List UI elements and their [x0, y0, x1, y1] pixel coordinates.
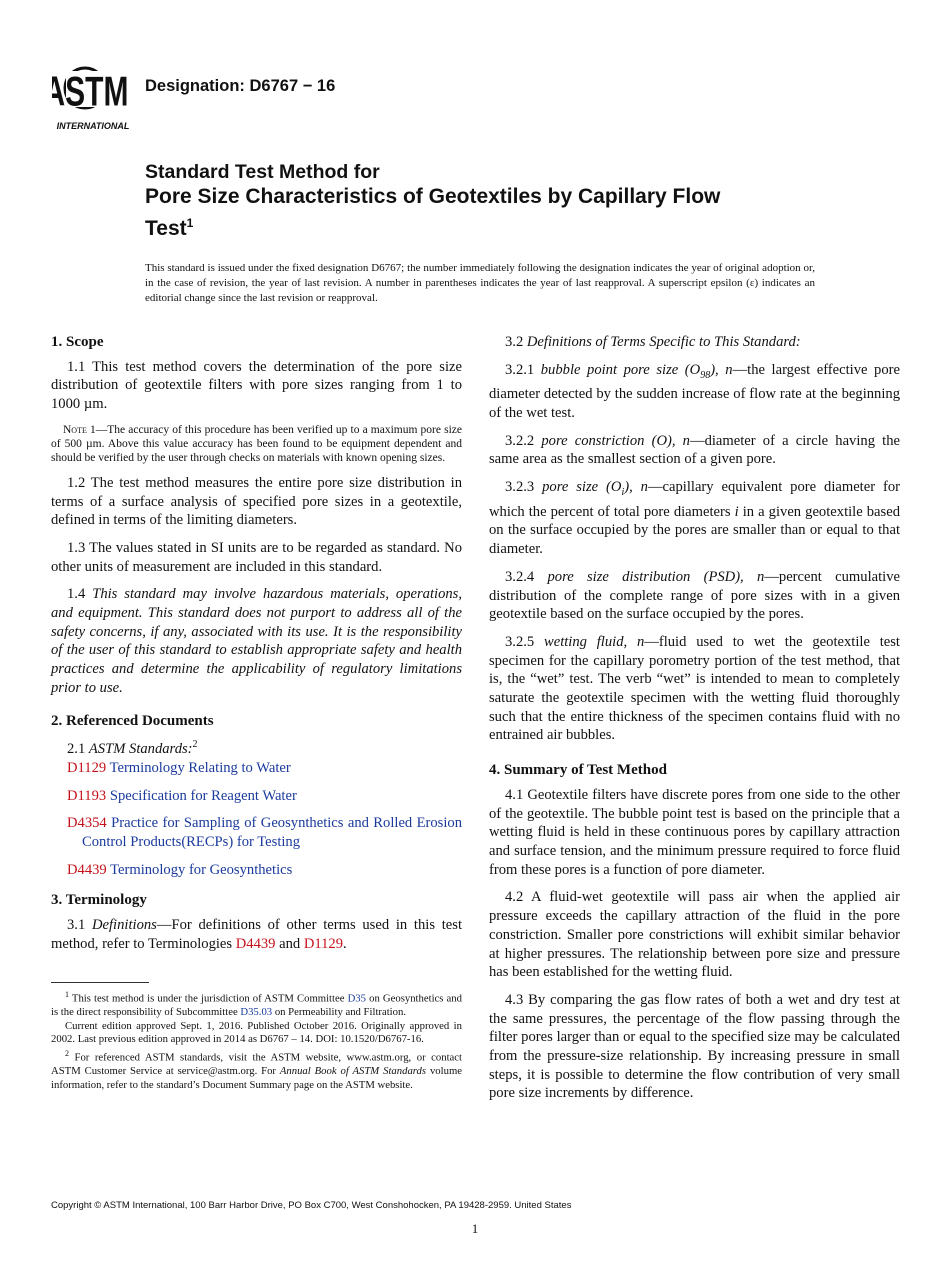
para-3-1-text: —For definitions of other terms used in this test method, refer to Terminologies [51, 917, 463, 952]
ref-d4439[interactable] [51, 861, 462, 880]
term-sub: 98 [700, 369, 711, 381]
term: pore size distribution (PSD), n [547, 568, 765, 585]
title-line-3-text: Test [145, 217, 187, 240]
num: 3.2.3 [505, 479, 543, 496]
link-d1129[interactable]: D1129 [303, 935, 344, 952]
para-1-4 [51, 585, 462, 697]
ref-title[interactable]: Terminology Relating to Water [109, 759, 291, 776]
footnote-edition: Current edition approved Sept. 1, 2016. Published October 2016. Originally approved in 2002. Last previous edition approved in 2014 as D6767 – 14. DOI: 10.1520/D6767-16. [51, 1019, 462, 1046]
para-2-1 [51, 736, 462, 759]
ref-code[interactable]: D4439 [67, 861, 107, 878]
footnote-2 [51, 1047, 462, 1092]
page-number: 1 [471, 1221, 479, 1236]
ref-title[interactable]: Specification for Reagent Water [109, 787, 297, 804]
para-3-1-num: 3.1 [67, 917, 92, 934]
note-1 [51, 423, 462, 465]
ref-d1193[interactable] [51, 787, 462, 806]
para-3-2-3 [489, 478, 900, 559]
fn1-b: on Geosynthetics and is the direct responsibility of Subcommittee [51, 992, 462, 1019]
definition-a: —capillary equivalent pore diameter for which the percent of total pore diameters [489, 479, 900, 520]
fn2-a: For referenced ASTM standards, visit the ASTM website, www.astm.org, or contact ASTM Customer Service at service@astm.org. For [51, 1051, 462, 1078]
para-1-2: 1.2 The test method measures the entire pore size distribution in terms of a surface analysis of specified pore sizes in a geotextile, defined in terms of the limiting diameters. [51, 474, 462, 529]
para-3-2-italic: Definitions of Terms Specific to This Standard: [526, 334, 801, 350]
ref-d1129[interactable] [51, 759, 462, 778]
fn2-b: volume information, refer to the standard’s Document Summary page on the ASTM website. [51, 1065, 463, 1091]
scope-heading: 1. Scope [51, 334, 104, 350]
fn1-mark: 1 [65, 990, 69, 999]
para-1-4-num: 1.4 [67, 586, 93, 603]
para-2-1-sup: 2 [192, 739, 198, 751]
title-block [145, 160, 865, 242]
num: 3.2.5 [505, 633, 544, 650]
para-4-2: 4.2 A fluid-wet geotextile will pass air when the applied air pressure exceeds the capillary attraction of the fluid in the pore constriction. Smaller pore constrictions will exhibit similar behavior at higher pressures. The relationship between pore size and pressure has been established for the wetting fluid. [489, 889, 900, 981]
ref-code[interactable]: D1193 [67, 787, 107, 804]
term: bubble point pore size (O [540, 361, 701, 378]
link-d4439[interactable]: D4439 [235, 935, 276, 952]
title-footnote-mark: 1 [186, 216, 194, 230]
para-1-3: 1.3 The values stated in SI units are to be regarded as standard. No other units of measurement are included in this standard. [51, 539, 462, 575]
ref-code[interactable]: D4354 [67, 815, 107, 832]
right-column [489, 333, 900, 1112]
para-3-2-4 [489, 568, 900, 624]
term: wetting fluid, n [543, 633, 645, 650]
summary-heading: 4. Summary of Test Method [489, 762, 667, 779]
para-3-2-2 [489, 432, 900, 469]
para-3-2-num: 3.2 [505, 334, 527, 350]
definition-b: in a given geotextile based on the surface occupied by the pores are smaller than or equal to that diameter. [489, 503, 900, 558]
note-text: 1—The accuracy of this procedure has been verified up to a maximum pore size of 500 µm. Above this value accuracy has been found to be equipment dependent and should be verified by the user through checks on materials with known opening sizes. [51, 423, 462, 464]
copyright: Copyright © ASTM International, 100 Barr Harbor Drive, PO Box C700, West Conshohocken, PA 19428-2959. United States [51, 1200, 572, 1211]
fn2-italic: Annual Book of ASTM Standards [279, 1065, 427, 1078]
para-2-1-text: ASTM Standards: [88, 741, 193, 758]
referenced-heading: 2. Referenced Documents [51, 712, 214, 729]
definition: —diameter of a circle having the same area as the smallest section of a given pore. [489, 432, 900, 468]
para-1-1: 1.1 This test method covers the determination of the pore size distribution of geotextile filters with pore sizes ranging from 1 to 1000 µm. [51, 358, 462, 413]
para-4-1: 4.1 Geotextile filters have discrete pores from one side to the other of the geotextile. The bubble point test is based on the principle that a wetting fluid is held in these continuous pores by capillary attraction and surface tension, and the minimum pressure required to force fluid from these pores is a function of pore diameter. [489, 786, 900, 878]
astm-logo [52, 58, 134, 132]
astm-logo-icon [52, 58, 134, 132]
fn2-mark: 2 [65, 1048, 69, 1058]
fn1-c: on Permeability and Filtration. [272, 1006, 407, 1019]
ref-d4354[interactable] [51, 814, 462, 851]
note-label: Note [63, 423, 87, 436]
logo-text: ASTM [52, 67, 129, 115]
title-line-1: Standard Test Method for [145, 161, 380, 183]
ref-code[interactable]: D1129 [67, 759, 107, 776]
definition: —percent cumulative distribution of the complete range of pore sizes with in a given geotextile based on the surface occupied by the pores. [489, 568, 900, 623]
link-d35-03[interactable]: D35.03 [240, 1006, 273, 1019]
para-1-4-text: This standard may involve hazardous materials, operations, and equipment. This standard does not purport to address all of the safety concerns, if any, associated with its use. It is the responsibility of the user of this standard to establish appropriate safety and health practices and determine the applicability of regulatory limitations prior to use. [51, 586, 463, 696]
link-d35[interactable]: D35 [347, 992, 366, 1005]
definition: —fluid used to wet the geotextile test specimen for the capillary porometry portion of the test method, that is, the “wet” test. The verb “wet” is intended to mean to completely saturate the geotextile specimen with the wetting fluid thoroughly such that the entire thickness of the specimen contains fluid with no entrained air bubbles. [489, 633, 900, 744]
ref-title[interactable]: Terminology for Geosynthetics [110, 861, 293, 878]
para-4-3: 4.3 By comparing the gas flow rates of both a wet and dry test at the same pressures, the percentage of the flow passing through the filter pores larger than or equal to the specified size may be calculated from the pressure-size relationship. By increasing pressure in small steps, it is possible to determine the flow contribution of very small pore size increments by difference. [489, 991, 900, 1102]
footnotes [51, 988, 462, 1092]
designation: Designation: D6767 − 16 [145, 77, 336, 95]
logo-subtext: INTERNATIONAL [56, 121, 130, 131]
definition: —the largest effective pore diameter detected by the sudden increase of flow rate at the beginning of the wet test. [489, 361, 900, 422]
para-2-1-num: 2.1 [67, 741, 89, 758]
num: 3.2.2 [505, 432, 542, 449]
footnote-divider [51, 982, 149, 983]
var-i: i [734, 503, 739, 520]
num: 3.2.4 [505, 568, 548, 585]
para-3-2-1 [489, 361, 900, 423]
ref-title[interactable]: Practice for Sampling of Geosynthetics and Rolled Erosion Control Products(RECPs) for Testing [82, 815, 462, 850]
para-3-1-and: and [275, 935, 304, 952]
footnote-1 [51, 988, 462, 1020]
terminology-heading: 3. Terminology [51, 892, 147, 909]
title-line-3 [145, 210, 865, 242]
term-end: ), n [710, 361, 733, 378]
term: pore size (O [542, 479, 622, 496]
issued-statement: This standard is issued under the fixed designation D6767; the number immediately following the designation indicates the year of original adoption or, in the case of revision, the year of last revision. A number in parentheses indicates the year of last reapproval. A superscript epsilon (ε) indicates an editorial change since the last revision or reapproval. [145, 262, 815, 304]
para-3-1 [51, 916, 462, 953]
term: pore constriction (O), n [541, 432, 690, 449]
fn1-a: This test method is under the jurisdiction of ASTM Committee [69, 992, 348, 1005]
para-3-2-5 [489, 633, 900, 745]
para-3-2 [489, 333, 900, 352]
title-line-2: Pore Size Characteristics of Geotextiles by Capillary Flow [145, 185, 721, 208]
term-sub: i [621, 487, 625, 499]
para-3-1-end: . [343, 935, 347, 952]
term-end: ), n [624, 479, 648, 496]
num: 3.2.1 [505, 361, 541, 378]
left-column [51, 333, 462, 962]
para-3-1-italic: Definitions [91, 917, 157, 934]
